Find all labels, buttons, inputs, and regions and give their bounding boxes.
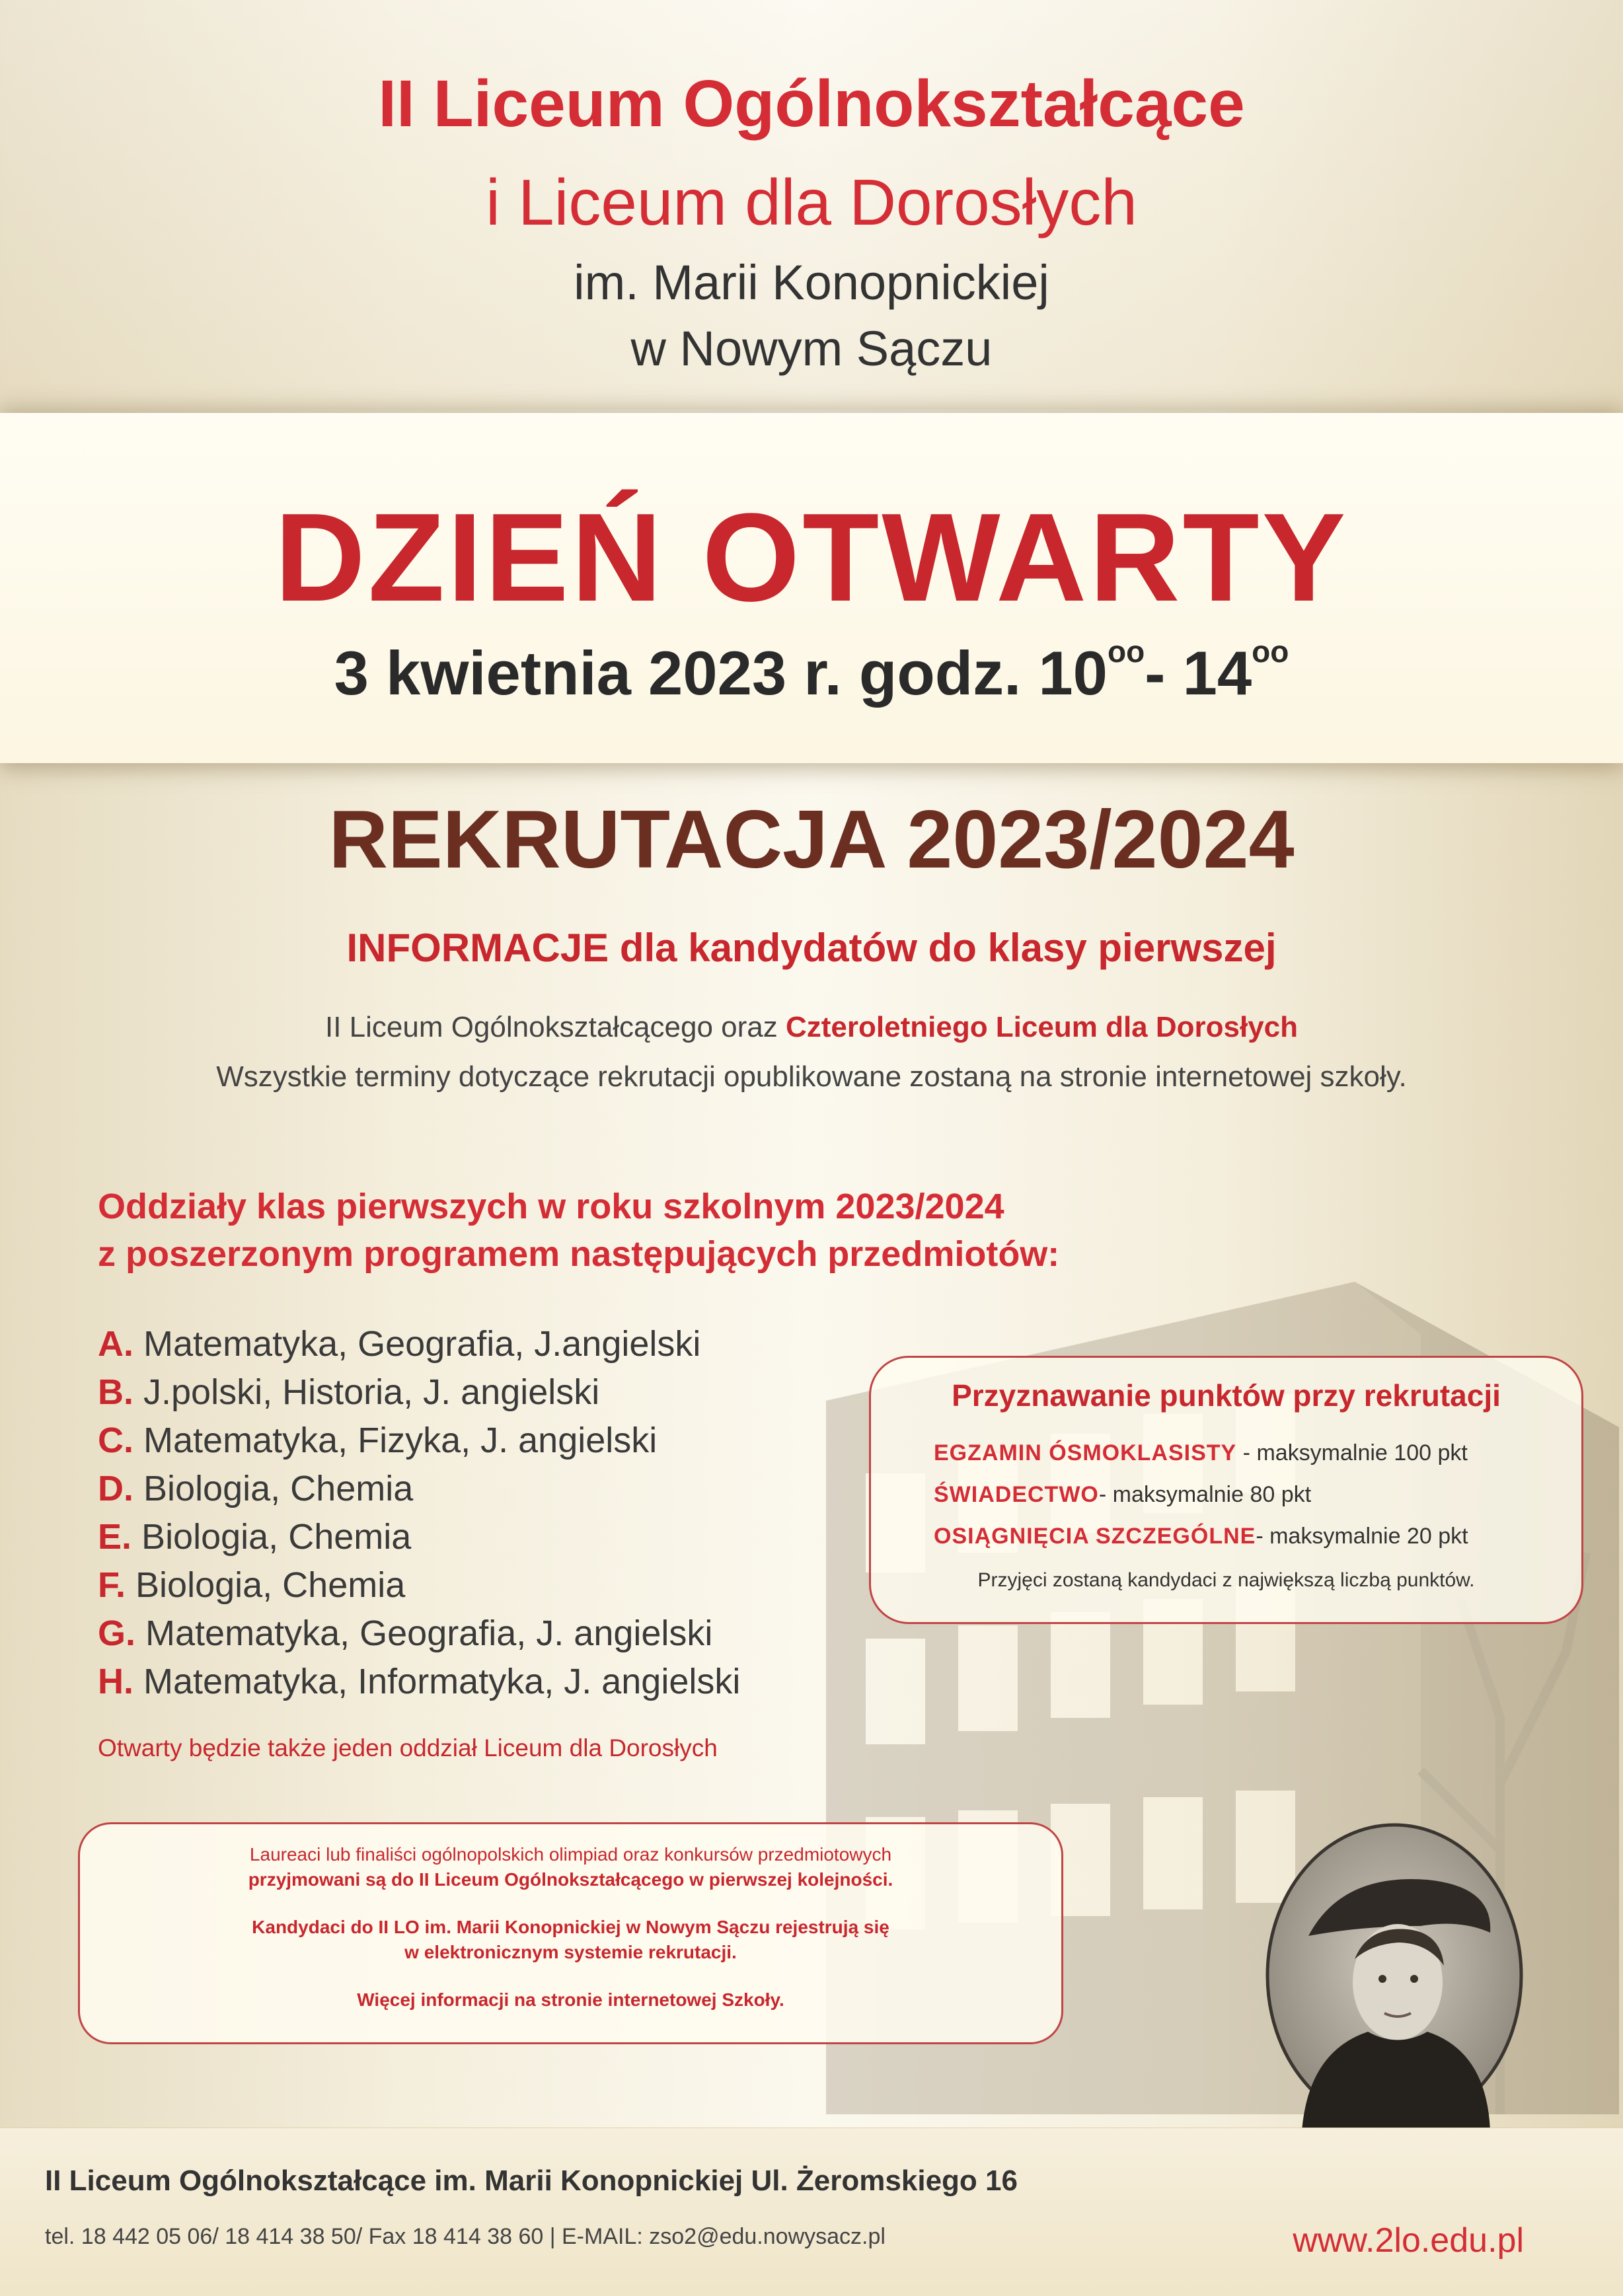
- school-header: [0, 0, 1623, 410]
- info-line-1: [0, 1011, 1623, 1044]
- laureates-line-1: Laureaci lub finaliści ogólnopolskich olimpiad oraz konkursów przedmiotowych: [249, 1844, 892, 1865]
- info-line-1-text: II Liceum Ogólnokształcącego oraz: [324, 1011, 786, 1043]
- open-day-date: [0, 634, 1623, 709]
- class-subjects: Matematyka, Informatyka, J. angielski: [143, 1662, 741, 1701]
- classes-list: [98, 1320, 740, 1706]
- list-item: [98, 1561, 740, 1610]
- class-letter: B.: [98, 1372, 133, 1412]
- points-row-certificate: [934, 1482, 1311, 1508]
- class-letter: F.: [98, 1565, 126, 1605]
- website-link[interactable]: www.2lo.edu.pl: [1293, 2221, 1524, 2260]
- points-value: - maksymalnie 80 pkt: [1098, 1482, 1312, 1507]
- patron-portrait-image: [1262, 1820, 1527, 2131]
- classes-heading-line-1: Oddziały klas pierwszych w roku szkolnym 2023/2024: [98, 1187, 1004, 1226]
- class-letter: D.: [98, 1469, 133, 1508]
- class-letter: E.: [98, 1517, 132, 1557]
- points-key: ŚWIADECTWO: [934, 1482, 1099, 1507]
- open-day-title: DZIEŃ OTWARTY: [274, 488, 1349, 628]
- class-subjects: Matematyka, Fizyka, J. angielski: [143, 1421, 658, 1460]
- info-title: INFORMACJE dla kandydatów do klasy pierwszej: [346, 926, 1277, 970]
- info-line-1-bold: Czteroletniego Liceum dla Dorosłych: [786, 1011, 1299, 1043]
- school-subname: i Liceum dla Dorosłych: [486, 166, 1137, 239]
- class-subjects: J.polski, Historia, J. angielski: [143, 1372, 600, 1412]
- points-key: EGZAMIN ÓSMOKLASISTY: [934, 1440, 1237, 1465]
- class-subjects: Biologia, Chemia: [143, 1469, 414, 1508]
- class-subjects: Biologia, Chemia: [141, 1517, 412, 1557]
- classes-heading: [98, 1183, 1059, 1278]
- date-dash: - 14: [1145, 638, 1252, 708]
- points-box: [869, 1356, 1583, 1624]
- date-text: 3 kwietnia 2023 r. godz. 10: [334, 638, 1108, 708]
- list-item: [98, 1320, 740, 1368]
- points-title: Przyznawanie punktów przy rekrutacji: [952, 1378, 1501, 1413]
- points-value: - maksymalnie 100 pkt: [1236, 1440, 1468, 1465]
- list-item: [98, 1368, 740, 1417]
- list-item: [98, 1417, 740, 1465]
- points-value: - maksymalnie 20 pkt: [1256, 1524, 1468, 1549]
- laureates-box: [78, 1822, 1063, 2044]
- recruitment-title: REKRUTACJA 2023/2024: [328, 794, 1295, 885]
- list-item: [98, 1513, 740, 1561]
- registration-line-2: w elektronicznym systemie rekrutacji.: [404, 1942, 737, 1962]
- school-city: w Nowym Sączu: [630, 321, 993, 376]
- adult-class-note: Otwarty będzie także jeden oddział Liceum dla Dorosłych: [98, 1734, 718, 1761]
- open-day-banner: [0, 413, 1623, 763]
- class-letter: G.: [98, 1613, 136, 1653]
- class-letter: C.: [98, 1421, 133, 1460]
- hour-end-minutes: oo: [1252, 634, 1289, 669]
- footer: [0, 2128, 1623, 2296]
- points-row-exam: [934, 1440, 1468, 1466]
- more-info-line: Więcej informacji na stronie internetowej Szkoły.: [357, 1989, 784, 2010]
- list-item: [98, 1465, 740, 1513]
- class-subjects: Biologia, Chemia: [135, 1565, 406, 1605]
- footer-contact: tel. 18 442 05 06/ 18 414 38 50/ Fax 18 414 38 60 | E-MAIL: zso2@edu.nowysacz.pl: [45, 2224, 886, 2249]
- points-key: OSIĄGNIĘCIA SZCZEGÓLNE: [934, 1524, 1256, 1549]
- info-line-2: Wszystkie terminy dotyczące rekrutacji opublikowane zostaną na stronie internetowej szkoły.: [216, 1060, 1407, 1093]
- points-row-achievements: [934, 1524, 1468, 1549]
- footer-school-address: II Liceum Ogólnokształcące im. Marii Konopnickiej Ul. Żeromskiego 16: [45, 2165, 1018, 2197]
- laureates-line-2: przyjmowani są do II Liceum Ogólnokształcącego w pierwszej kolejności.: [248, 1869, 893, 1890]
- class-letter: H.: [98, 1662, 133, 1701]
- registration-line-1: Kandydaci do II LO im. Marii Konopnickiej w Nowym Sączu rejestrują się: [252, 1917, 889, 1937]
- class-subjects: Matematyka, Geografia, J.angielski: [143, 1324, 701, 1364]
- hour-start-minutes: oo: [1107, 634, 1145, 669]
- class-subjects: Matematyka, Geografia, J. angielski: [145, 1613, 713, 1653]
- list-item: [98, 1658, 740, 1706]
- list-item: [98, 1610, 740, 1658]
- school-patron: im. Marii Konopnickiej: [574, 255, 1049, 310]
- school-name: II Liceum Ogólnokształcące: [378, 67, 1245, 141]
- points-note: Przyjęci zostaną kandydaci z największą liczbą punktów.: [977, 1569, 1475, 1591]
- class-letter: A.: [98, 1324, 133, 1364]
- classes-heading-line-2: z poszerzonym programem następujących przedmiotów:: [98, 1234, 1060, 1274]
